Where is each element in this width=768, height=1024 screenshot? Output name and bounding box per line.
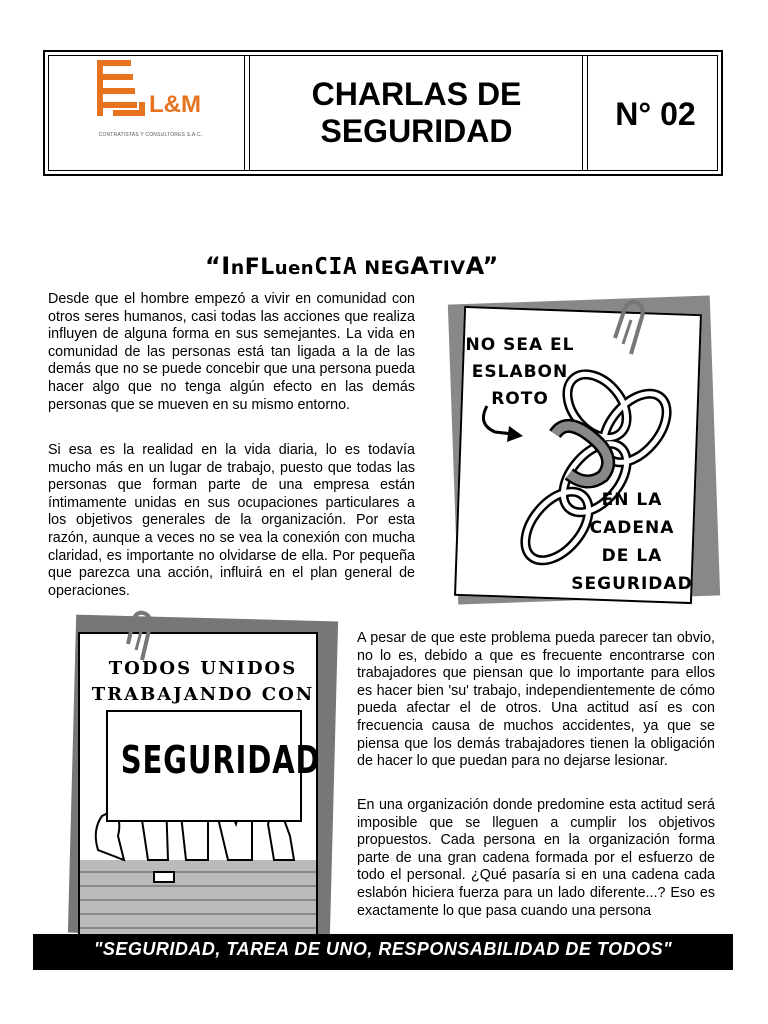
hands-poster	[68, 610, 338, 940]
header-title-line2: SEGURIDAD	[320, 113, 513, 149]
chain-poster-bottom-text	[547, 486, 717, 598]
header-divider	[582, 56, 588, 170]
poster-line: DE LA	[601, 546, 663, 566]
title-part: “I	[205, 252, 231, 280]
header-title	[254, 76, 579, 150]
paragraph-1: Desde que el hombre empezó a vivir en comunidad con otros seres humanos, casi todas las acciones que realiza influyen de alguna forma en sus semejantes. La vida en comunidad de las personas está tan ligada a la de las demás que no se puede concebir que una persona pueda hacer algo que no tenga algún efecto en las demás personas que se mueven en su mismo entorno.	[48, 291, 415, 413]
chain-poster-top-text	[465, 332, 575, 413]
title-part: A	[410, 252, 430, 280]
title-part: TIV	[429, 257, 466, 279]
logo-tagline: CONTRATISTAS Y CONSULTORES S.A.C.	[98, 132, 203, 138]
title-part: CIA	[314, 254, 358, 280]
talk-number: N° 02	[615, 96, 696, 132]
chain-poster	[447, 298, 717, 610]
paragraph-4: En una organización donde predomine esta actitud será imposible que se lleguen a cumplir los objetivos propuestos. Cada persona en la organización forma parte de una gran cadena formada por el esfuerzo de todo el personal. ¿Qué pasaría si en una cadena cada eslabón hiciera fuerza para un lado diferente...? Eso es exactamente lo que pasa cuando una persona	[357, 797, 715, 919]
poster-line: TODOS UNIDOS	[108, 658, 298, 679]
logo-graphic	[53, 56, 241, 174]
slogan-text: "SEGURIDAD, TAREA DE UNO, RESPONSABILIDAD DE TODOS"	[93, 939, 673, 959]
title-part: uen	[274, 258, 315, 279]
company-logo	[53, 56, 241, 174]
paragraph-2: Si esa es la realidad en la vida diaria, lo es todavía mucho más en un lugar de trabajo, puesto que todas las personas que forman parte de una empresa están íntimamente unidas en sus ocupaciones particulares a los objetivos generales de la organización. Por esta razón, aunque a veces no se vea la conexión con mucha claridad, es importante no olvidarse de ella. Por pequeña que parezca una acción, influirá en el plan general de operaciones.	[48, 442, 415, 599]
title-part: n	[230, 257, 245, 279]
header-divider	[244, 56, 250, 170]
title-part: A	[465, 252, 483, 280]
header-title-line1: CHARLAS DE	[311, 76, 522, 112]
title-part: NEG	[357, 257, 411, 279]
article-title	[205, 252, 565, 280]
svg-text:L&M: L&M	[149, 91, 201, 118]
poster-line: NO SEA EL	[465, 335, 575, 355]
title-part: ”	[482, 252, 499, 280]
paragraph-3: A pesar de que este problema pueda parecer tan obvio, no lo es, debido a que es frecuente encontrarse con trabajadores que piensan que lo importante para ellos es hacer bien 'su' trabajo, independientemente de cómo pueda afectar el de otros. Una actitud así es con frecuencia causa de muchos accidentes, ya que se piensa que los demás trabajadores tienen la obligación de hacer lo que puedan para no dejarse lesionar.	[357, 630, 715, 770]
title-part: FL	[244, 255, 275, 280]
header-box	[43, 50, 723, 176]
poster-line: TRABAJANDO CON	[91, 684, 315, 705]
hands-poster-big-word: SEGURIDAD	[120, 738, 321, 782]
poster-line: ROTO	[491, 389, 549, 409]
header-inner-frame	[48, 55, 718, 171]
poster-line: EN LA	[601, 490, 663, 510]
poster-line: CADENA	[589, 518, 675, 538]
hands-poster-top-text	[78, 656, 328, 708]
poster-line: SEGURIDAD	[571, 574, 693, 594]
poster-line: ESLABON	[471, 362, 569, 382]
slogan-banner	[33, 934, 733, 970]
